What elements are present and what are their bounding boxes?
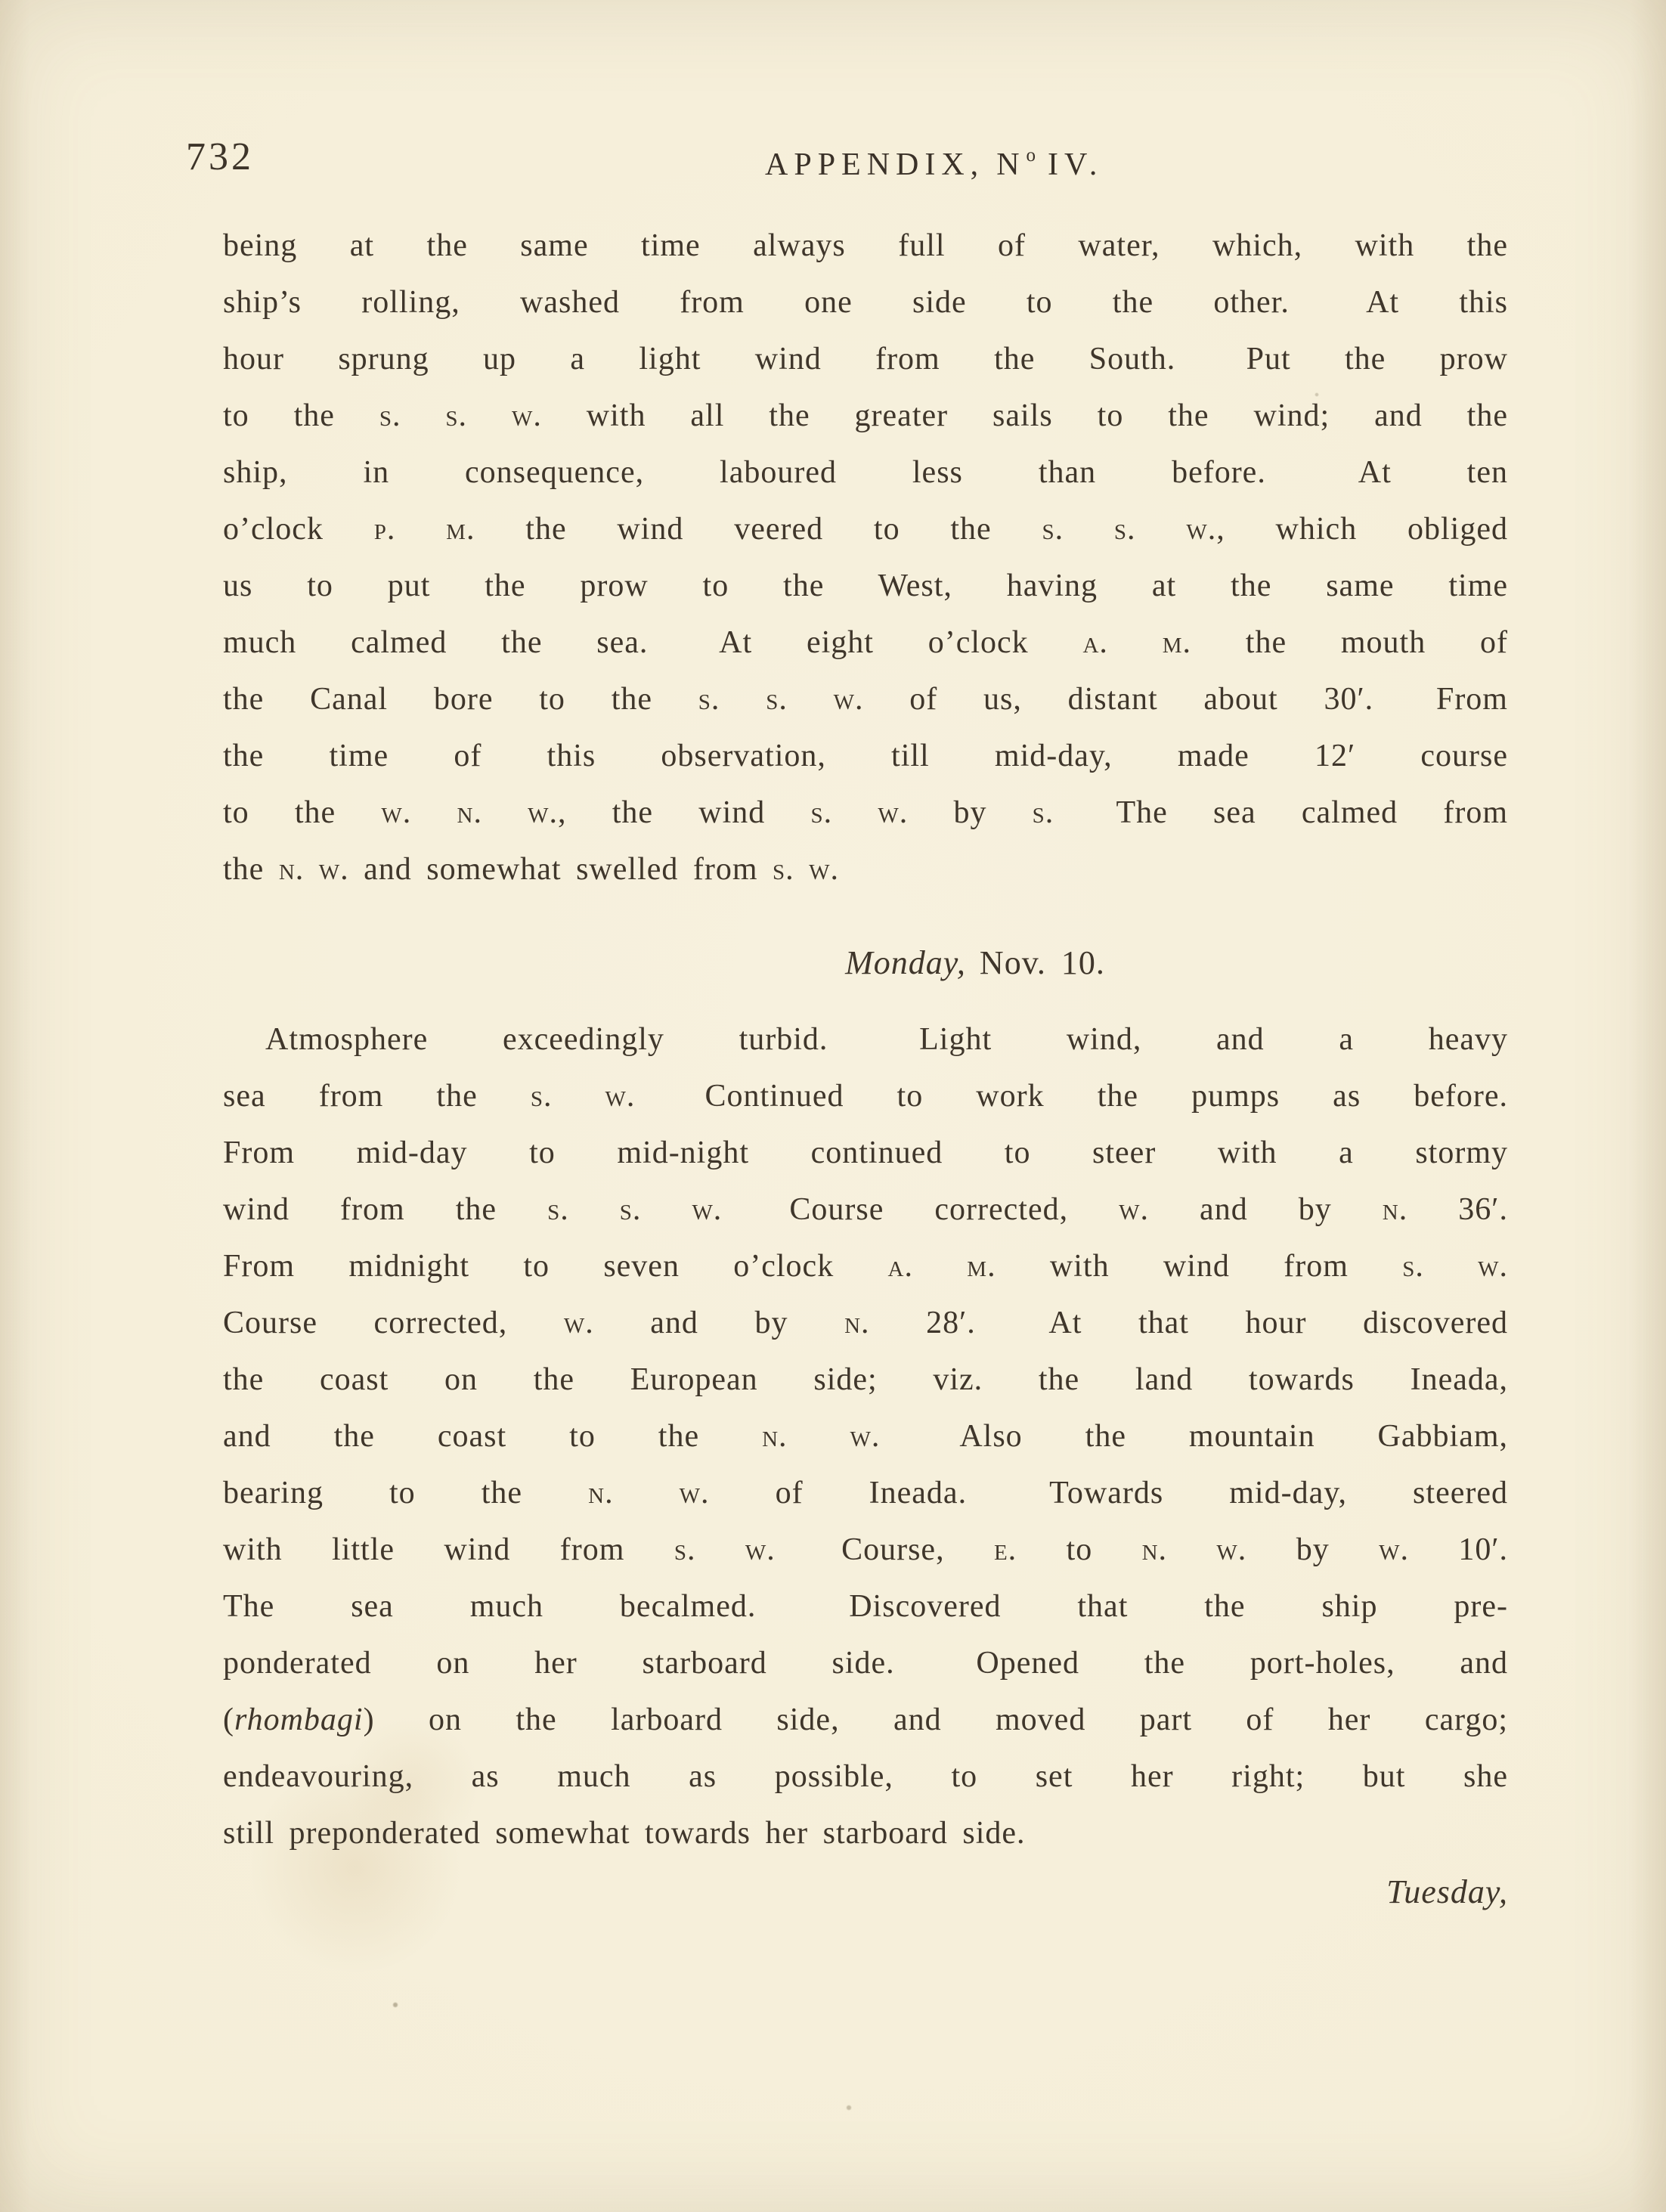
text-line [223,728,1508,785]
body-text: being at the same time always full of water, which, with the [223,228,1508,263]
small-caps-text: n. [1382,1192,1408,1227]
body-text: ( [223,1702,234,1737]
body-text: 28′. At that hour discovered [869,1306,1508,1340]
small-caps-text: s. w. [1402,1249,1509,1284]
body-text: ship, in consequence, laboured less than before. At ten [223,455,1508,490]
text-line [223,1578,1508,1635]
body-text: of us, distant about 30′. From [863,682,1508,717]
small-caps-text: a. m. [887,1249,996,1284]
body-text: 10′. [1408,1532,1509,1567]
text-line [223,1749,1508,1805]
small-caps-text: w. [1119,1192,1150,1227]
body-text: to [1017,1532,1142,1567]
text-line [223,1125,1508,1182]
body-text: still preponderated somewhat towards her starboard side. [223,1816,1026,1851]
small-caps-text: n. w. [588,1476,710,1510]
small-caps-text: n. w. [762,1419,881,1454]
body-text: , which obliged [1216,512,1508,547]
text-line [223,1465,1508,1522]
body-text: ship’s rolling, washed from one side to the other. At this [223,285,1508,320]
body-text: Continued to work the pumps as before. [635,1079,1508,1114]
heading-date: Nov. 10. [979,944,1105,981]
body-text: Course corrected, [722,1192,1119,1227]
body-text: to the [223,398,379,433]
text-line [223,1352,1508,1408]
small-caps-text: e. [993,1532,1017,1567]
body-text: ) on the larboard side, and moved part of her cargo; [363,1702,1508,1737]
body-text: the wind veered to the [475,512,1042,547]
body-text: sea from the [223,1079,531,1114]
body-text: 36′. [1407,1192,1508,1227]
body-text: The sea calmed from [1054,795,1509,830]
small-caps-text: w. n. w. [381,795,559,830]
text-line [223,1295,1508,1352]
small-caps-text: s. s. w. [547,1192,723,1227]
italic-text: rhombagi [234,1702,364,1737]
body-text: hour sprung up a light wind from the South. Put the prow [223,342,1508,376]
text-line [223,501,1508,558]
text-line [223,1408,1508,1465]
body-text: with little wind from [223,1532,674,1567]
small-caps-text: n. [844,1306,870,1340]
body-text: to the [223,795,382,830]
text-line [223,558,1508,615]
small-caps-text: a. m. [1082,625,1191,660]
small-caps-text: s. s. w. [698,682,864,717]
body-text: , the wind [558,795,811,830]
body-text: with all the greater sails to the wind; and the [541,398,1508,433]
text-line [223,218,1508,274]
body-text: us to put the prow to the West, having at the same time [223,568,1508,603]
catchword: Tuesday, [1386,1873,1508,1910]
text-line [223,841,1508,898]
text-line [223,1068,1508,1125]
small-caps-text: w. [563,1306,594,1340]
paragraph-continuation [223,218,1508,898]
body-text: the coast on the European side; viz. the land towards Ineada, [223,1362,1508,1397]
small-caps-text: s. s. w. [1042,512,1217,547]
catchword-line [223,1863,1508,1920]
running-head-number [996,147,1103,182]
body-text: by [908,795,1033,830]
heading-day: Monday, [845,944,966,981]
text-block [223,218,1508,1920]
body-text: Course, [775,1532,994,1567]
text-line [223,1182,1508,1238]
body-text: the time of this observation, till mid-day, made 12′ course [223,739,1508,773]
body-text: o’clock [223,512,374,547]
text-line [223,1012,1508,1068]
text-line [223,445,1508,501]
page-number: 732 [186,135,254,178]
text-line [223,1635,1508,1692]
running-head-n: N [996,147,1026,182]
body-text: From mid-day to mid-night continued to steer with a stormy [223,1135,1508,1170]
small-caps-text: s. w. [810,795,909,830]
body-text: ponderated on her starboard side. Opened the port-holes, and [223,1646,1508,1681]
small-caps-text: s. w. [530,1079,636,1114]
text-line [223,785,1508,841]
text-line [223,615,1508,671]
paragraph-monday-entry [223,1012,1508,1862]
body-text: the Canal bore to the [223,682,698,717]
text-line [223,331,1508,388]
body-text: Atmosphere exceedingly turbid. Light wind, and a heavy [265,1022,1508,1057]
body-text: The sea much becalmed. Discovered that the ship pre- [223,1589,1508,1624]
running-head [765,145,1103,183]
body-text: and by [1149,1192,1383,1227]
body-text: wind from the [223,1192,548,1227]
body-text: and somewhat swelled from [348,852,773,887]
body-text: and the coast to the [223,1419,763,1454]
body-text: by [1246,1532,1380,1567]
text-line [223,1805,1508,1862]
small-caps-text: s. w. [773,852,840,887]
body-text: much calmed the sea. At eight o’clock [223,625,1083,660]
body-text: bearing to the [223,1476,589,1510]
body-text: and by [593,1306,845,1340]
text-line [223,1238,1508,1295]
small-caps-text: s. [1032,795,1054,830]
running-head-title: APPENDIX, [765,147,985,182]
small-caps-text: s. s. w. [379,398,542,433]
body-text: From midnight to seven o’clock [223,1249,888,1284]
running-head-numeral: IV. [1048,147,1104,182]
body-text: with wind from [996,1249,1403,1284]
body-text: of Ineada. Towards mid-day, steered [709,1476,1508,1510]
text-line [223,671,1508,728]
body-text: Course corrected, [223,1306,564,1340]
text-line [223,1522,1508,1578]
body-text: endeavouring, as much as possible, to set her right; but she [223,1759,1508,1794]
small-caps-text: n. w. [278,852,349,887]
running-head-superscript-o: o [1026,145,1038,166]
body-text: the mouth of [1191,625,1509,660]
small-caps-text: w. [1379,1532,1409,1567]
small-caps-text: n. w. [1141,1532,1247,1567]
section-heading-monday [223,933,1508,993]
small-caps-text: s. w. [674,1532,776,1567]
body-text: the [223,852,279,887]
text-line [223,1692,1508,1749]
body-text: Also the mountain Gabbiam, [880,1419,1508,1454]
text-line [223,274,1508,331]
small-caps-text: p. m. [373,512,475,547]
text-line [223,388,1508,445]
